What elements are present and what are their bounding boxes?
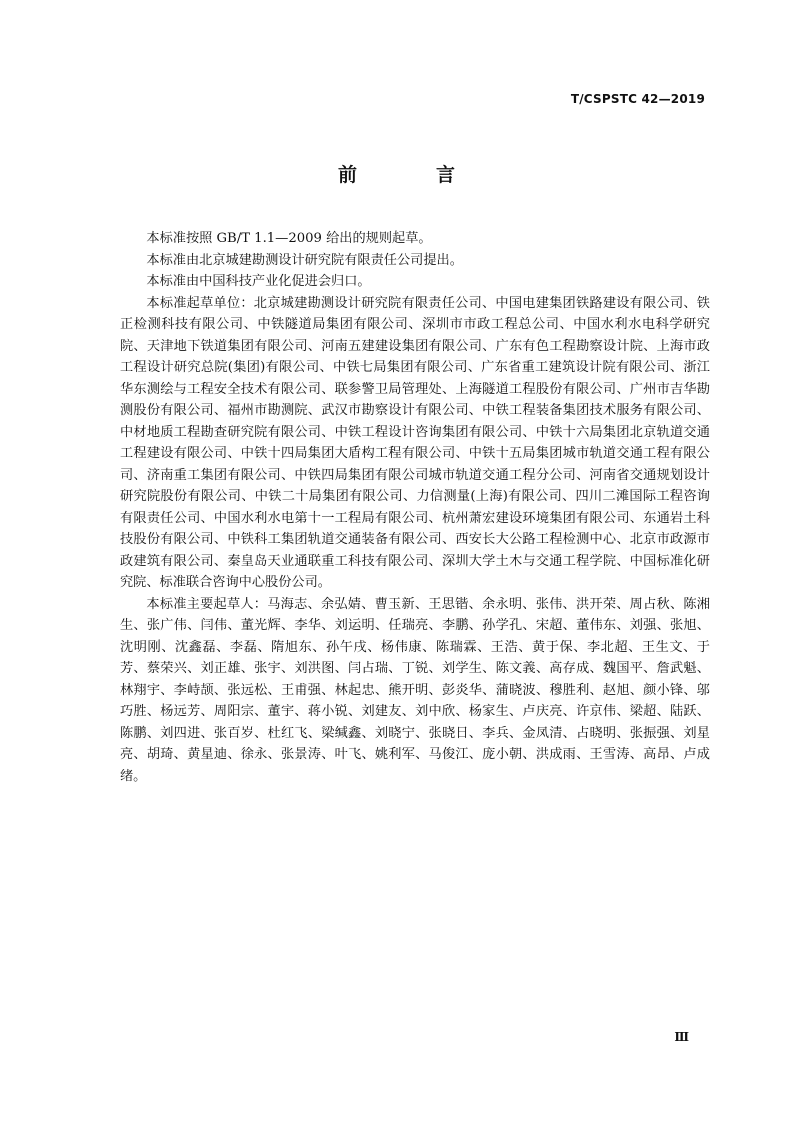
paragraph-administrator: 本标准由中国科技产业化促进会归口。 xyxy=(146,274,371,289)
paragraph-drafting-rules: 本标准按照 GB/T 1.1—2009 给出的规则起草。 xyxy=(146,231,432,246)
body-text xyxy=(120,228,710,787)
paragraph-drafting-units: 本标准起草单位：北京城建勘测设计研究院有限责任公司、中国电建集团铁路建设有限公司、铁正检测科技有限公司、中铁隧道局集团有限公司、深圳市市政工程总公司、中国水利水电科学研究院、天津地下铁道集团有限公司、河南五建建设集团有限公司、广东有色工程勘察设计院、上海市政工程设计研究总院(集团)有限公司、中铁七局集团有限公司、广东省重工建筑设计院有限公司、浙江华东测绘与工程安全技术有限公司、联参警卫局管理处、上海隧道工程股份有限公司、广州市吉华勘测股份有限公司、福州市勘测院、武汉市勘察设计有限公司、中铁工程装备集团技术服务有限公司、中材地质工程勘查研究院有限公司、中铁工程设计咨询集团有限公司、中铁十六局集团北京轨道交通工程建设有限公司、中铁十四局集团大盾构工程有限公司、中铁十五局集团城市轨道交通工程有限公司、济南重工集团有限公司、中铁四局集团有限公司城市轨道交通工程分公司、河南省交通规划设计研究院股份有限公司、中铁二十局集团有限公司、力信测量(上海)有限公司、四川二滩国际工程咨询有限责任公司、中国水利水电第十一工程局有限公司、杭州萧宏建设环境集团有限公司、东通岩土科技股份有限公司、中铁科工集团轨道交通装备有限公司、西安长大公路工程检测中心、北京市政源市政建筑有限公司、秦皇岛天业通联重工科技有限公司、深圳大学土木与交通工程学院、中国标准化研究院、标准联合咨询中心股份公司。 xyxy=(120,295,710,590)
paragraph-proposer: 本标准由北京城建勘测设计研究院有限责任公司提出。 xyxy=(146,252,463,268)
standard-code: T/CSPSTC 42—2019 xyxy=(570,92,705,106)
paragraph-drafters: 本标准主要起草人：马海志、余弘婧、曹玉新、王思锴、余永明、张伟、洪开荣、周占秋、陈湘生、张广伟、闫伟、董光辉、李华、刘运明、任瑞亮、李鹏、孙学孔、宋超、董伟东、刘强、张旭、沈明刚、沈鑫磊、李磊、隋旭东、孙午戌、杨伟康、陈瑞霖、王浩、黄于保、李北超、王生文、于芳、蔡荣兴、刘正雄、张宇、刘洪图、闫占瑞、丁锐、刘学生、陈文義、高存成、魏国平、詹武魁、林翔宇、李峙颉、张远松、王甫强、林起忠、熊开明、彭炎华、蒲晓波、穆胜利、赵旭、颜小锋、邬巧胜、杨远芳、周阳宗、董宇、蒋小锐、刘建友、刘中欣、杨家生、卢庆亮、许京伟、梁超、陆跃、陈鹏、刘四进、张百岁、杜红飞、梁缄鑫、刘晓宁、张晓日、李兵、金凤清、占晓明、张振强、刘星亮、胡琦、黄星迪、徐永、张景涛、叶飞、姚利军、马俊江、庞小朝、洪成雨、王雪涛、高昂、卢成绪。 xyxy=(120,596,710,784)
page-number: Ⅲ xyxy=(674,1030,689,1044)
page-title: 前 言 xyxy=(337,164,485,186)
